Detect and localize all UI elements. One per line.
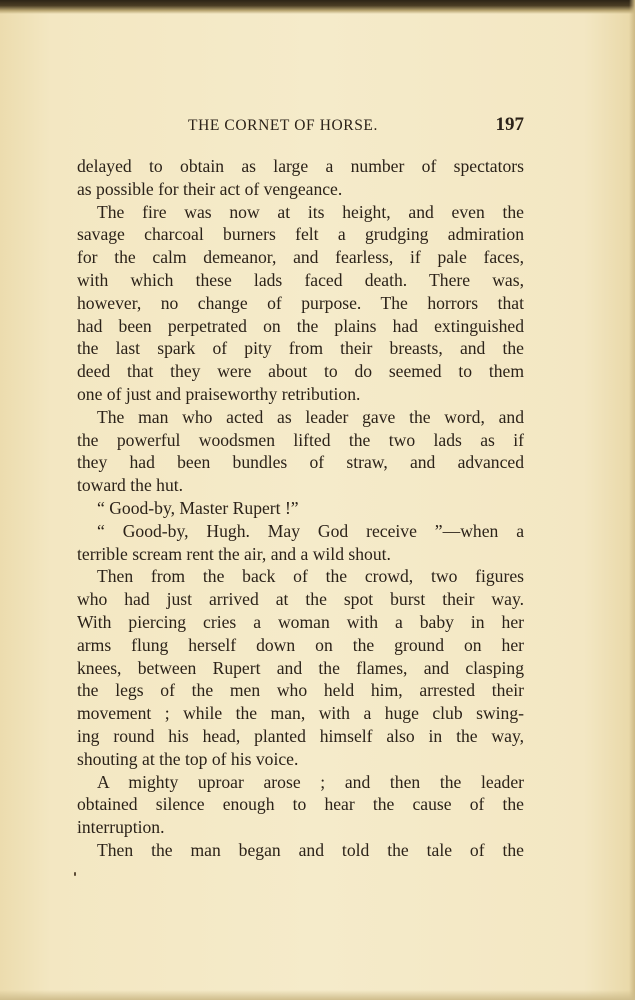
text-line: the last spark of pity from their breasts, and the <box>77 338 524 359</box>
text-line: toward the hut. <box>77 475 184 496</box>
text-line: arms flung herself down on the ground on her <box>77 634 524 655</box>
page-bottom-edge <box>0 990 635 1000</box>
page-right-edge <box>629 0 635 1000</box>
body-text <box>77 155 524 862</box>
text-line: for the calm demeanor, and fearless, if pale faces, <box>77 247 524 268</box>
text-line: savage charcoal burners felt a grudging admiration <box>77 224 524 245</box>
text-line: “ Good-by, Hugh. May God receive ”—when a <box>97 520 524 541</box>
text-line: they had been bundles of straw, and advanced <box>77 452 524 473</box>
page-top-edge <box>0 0 635 14</box>
text-line: the legs of the men who held him, arrested their <box>77 680 524 701</box>
text-line: The fire was now at its height, and even the <box>97 201 524 222</box>
text-line: knees, between Rupert and the flames, and clasping <box>77 657 524 678</box>
text-line: one of just and praiseworthy retribution. <box>77 383 361 404</box>
text-line: obtained silence enough to hear the cause of the <box>77 794 524 815</box>
text-line: the powerful woodsmen lifted the two lads as if <box>77 429 524 450</box>
text-line: “ Good-by, Master Rupert !” <box>97 497 299 518</box>
text-line: Then from the back of the crowd, two figures <box>97 566 524 587</box>
text-line: ing round his head, planted himself also in the way, <box>77 725 524 746</box>
text-line: movement ; while the man, with a huge club swing- <box>77 703 524 724</box>
text-line: who had just arrived at the spot burst their way. <box>77 589 524 610</box>
ink-speck <box>74 872 76 876</box>
text-line: interruption. <box>77 817 165 838</box>
text-line: as possible for their act of vengeance. <box>77 178 343 199</box>
running-title: THE CORNET OF HORSE. <box>188 117 378 134</box>
text-line: had been perpetrated on the plains had extinguished <box>77 315 524 336</box>
text-line: with which these lads faced death. There was, <box>77 269 524 290</box>
text-line: terrible scream rent the air, and a wild shout. <box>77 543 391 564</box>
text-line: The man who acted as leader gave the word, and <box>97 406 524 427</box>
text-line: With piercing cries a woman with a baby in her <box>77 611 524 632</box>
text-line: deed that they were about to do seemed to them <box>77 361 524 382</box>
text-line: shouting at the top of his voice. <box>77 748 299 769</box>
page-number: 197 <box>495 114 524 135</box>
text-line: Then the man began and told the tale of the <box>97 839 524 860</box>
text-line: however, no change of purpose. The horrors that <box>77 292 524 313</box>
text-line: delayed to obtain as large a number of spectators <box>77 156 524 176</box>
text-line: A mighty uproar arose ; and then the leader <box>97 771 524 792</box>
page-header <box>76 116 526 136</box>
